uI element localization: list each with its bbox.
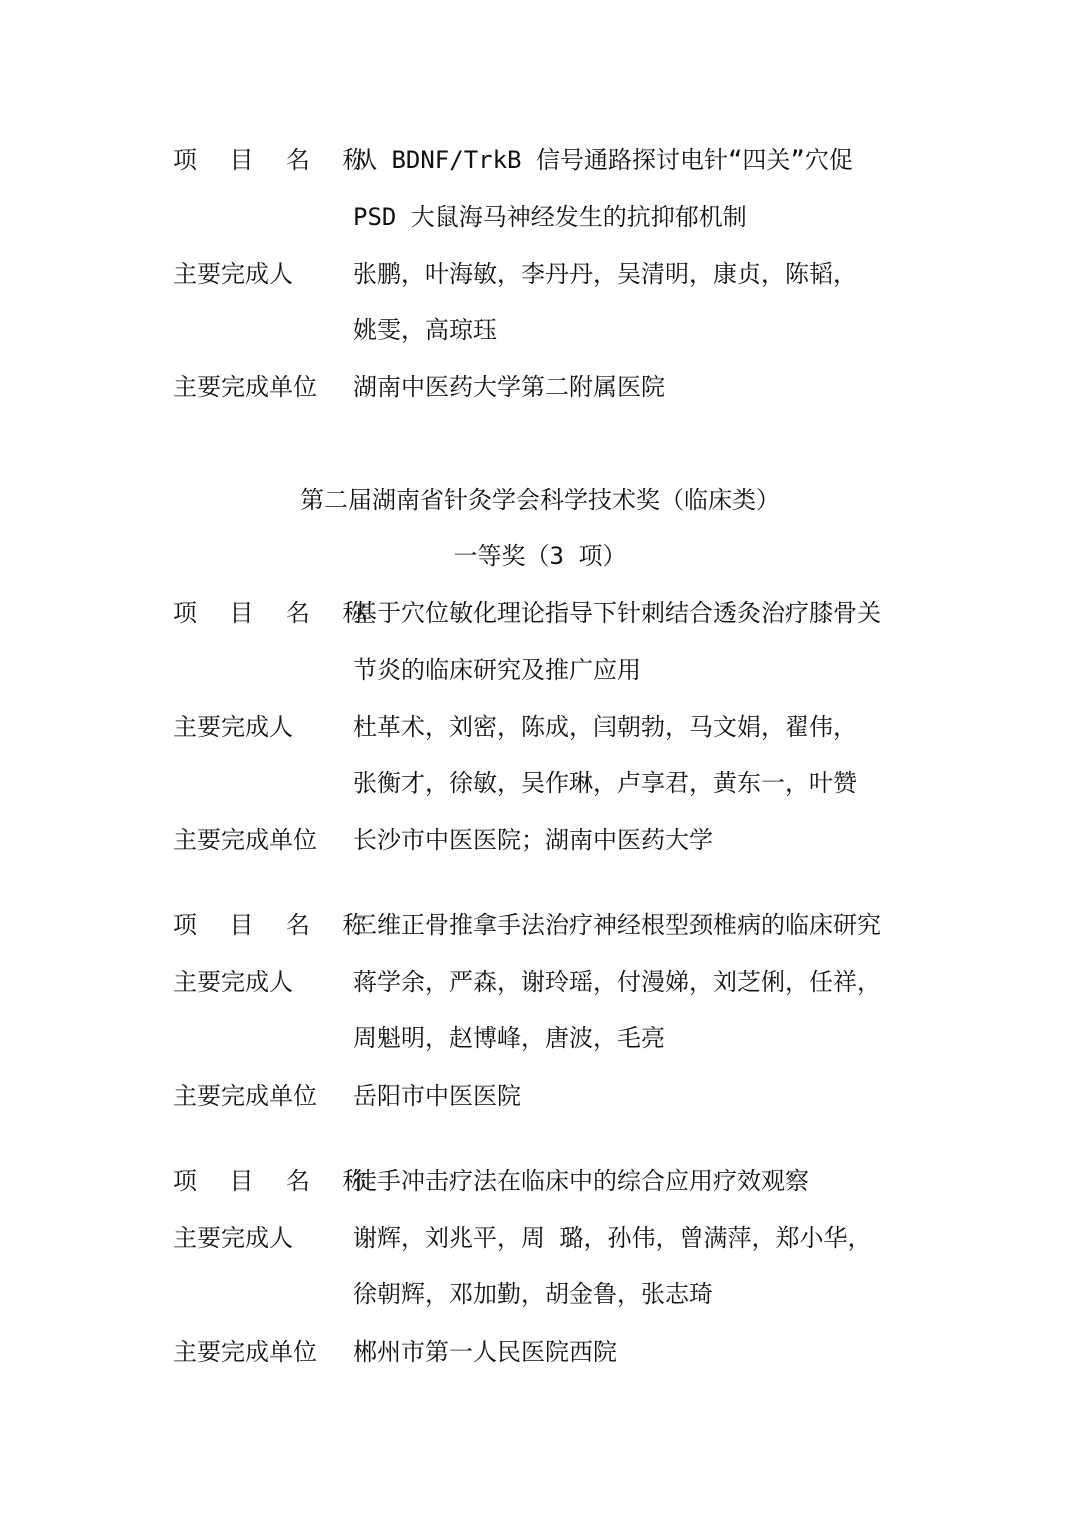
- project-name-line: PSD 大鼠海马神经发生的抗抑郁机制: [353, 203, 747, 231]
- entry-1-name-row: [0, 593, 1080, 633]
- top-entry-name-row: [0, 140, 1080, 180]
- entry-3-name-row: [0, 1161, 1080, 1201]
- completers-line: 张鹏，叶海敏，李丹丹，吴清明，康贞，陈韬，: [353, 260, 857, 288]
- units-label: 主要完成单位: [173, 1082, 317, 1110]
- award-level-heading: 一等奖（3 项）: [453, 542, 627, 570]
- unit-value: 郴州市第一人民医院西院: [353, 1338, 617, 1366]
- unit-value: 长沙市中医医院；湖南中医药大学: [353, 826, 713, 854]
- completers-line: 徐朝辉，邓加勤，胡金鲁，张志琦: [353, 1280, 713, 1308]
- completers-line: 周魁明，赵博峰，唐波，毛亮: [353, 1024, 665, 1052]
- entry-1-name-row-2: [0, 650, 1080, 690]
- units-label: 主要完成单位: [173, 1338, 317, 1366]
- completers-line: 谢辉，刘兆平，周 璐，孙伟，曾满萍，郑小华，: [353, 1224, 872, 1252]
- entry-3-completers-row-2: [0, 1274, 1080, 1314]
- entry-2-completers-row-2: [0, 1018, 1080, 1058]
- unit-value: 岳阳市中医医院: [353, 1082, 521, 1110]
- entry-3-unit-row: [0, 1332, 1080, 1372]
- project-name-line: 基于穴位敏化理论指导下针刺结合透灸治疗膝骨关: [353, 599, 881, 627]
- completers-line: 姚雯，高琼珏: [353, 316, 497, 344]
- entry-2-completers-row: [0, 962, 1080, 1002]
- top-entry-unit-row: [0, 367, 1080, 407]
- completers-label: 主要完成人: [173, 260, 293, 288]
- project-name-line: 徒手冲击疗法在临床中的综合应用疗效观察: [353, 1167, 809, 1195]
- top-entry-name-row-2: [0, 197, 1080, 237]
- project-name-label: 项 目 名 称: [173, 146, 376, 174]
- top-entry-completers-row-2: [0, 310, 1080, 350]
- entry-2-name-row: [0, 905, 1080, 945]
- completers-line: 张衡才，徐敏，吴作琳，卢享君，黄东一，叶赞: [353, 769, 857, 797]
- completers-label: 主要完成人: [173, 713, 293, 741]
- project-name-label: 项 目 名 称: [173, 599, 376, 627]
- project-name-line: 节炎的临床研究及推广应用: [353, 656, 641, 684]
- section-title: 第二届湖南省针灸学会科学技术奖（临床类）: [300, 486, 780, 514]
- project-name-line: 三维正骨推拿手法治疗神经根型颈椎病的临床研究: [353, 911, 881, 939]
- project-name-label: 项 目 名 称: [173, 1167, 376, 1195]
- unit-value: 湖南中医药大学第二附属医院: [353, 373, 665, 401]
- top-entry-completers-row: [0, 254, 1080, 294]
- completers-line: 蒋学余，严森，谢玲瑶，付漫娣，刘芝俐，任祥，: [353, 968, 881, 996]
- entry-2-unit-row: [0, 1076, 1080, 1116]
- completers-label: 主要完成人: [173, 968, 293, 996]
- completers-label: 主要完成人: [173, 1224, 293, 1252]
- project-name-label: 项 目 名 称: [173, 911, 376, 939]
- units-label: 主要完成单位: [173, 373, 317, 401]
- entry-1-completers-row: [0, 707, 1080, 747]
- completers-line: 杜革术，刘密，陈成，闫朝勃，马文娟，翟伟，: [353, 713, 857, 741]
- entry-1-completers-row-2: [0, 763, 1080, 803]
- units-label: 主要完成单位: [173, 826, 317, 854]
- project-name-line: 从 BDNF/TrkB 信号通路探讨电针“四关”穴促: [353, 146, 853, 174]
- entry-1-unit-row: [0, 820, 1080, 860]
- entry-3-completers-row: [0, 1218, 1080, 1258]
